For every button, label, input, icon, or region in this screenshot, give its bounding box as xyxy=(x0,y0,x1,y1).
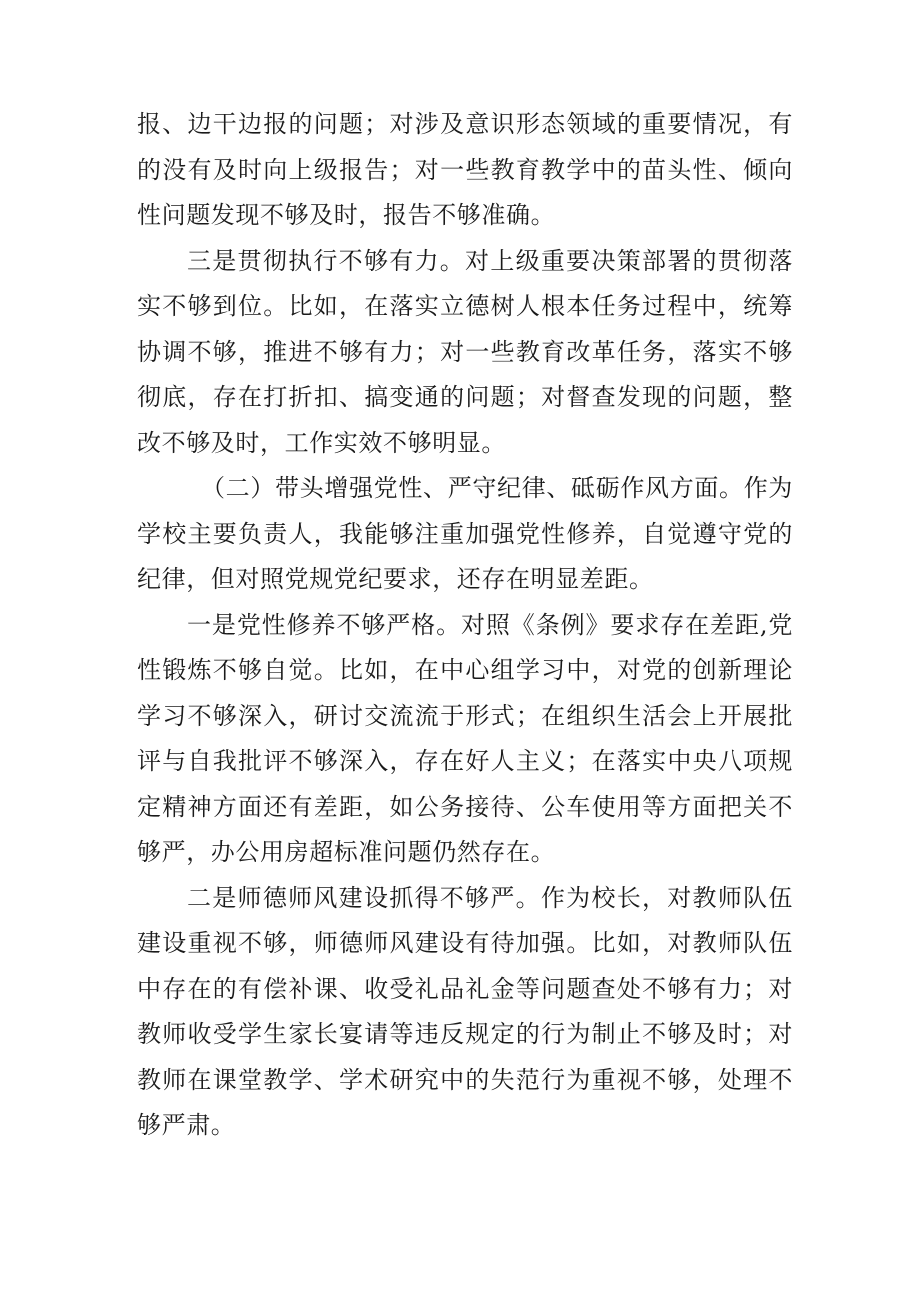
paragraph-one-party-spirit: 一是党性修养不够严格。对照《条例》要求存在差距,党性锻炼不够自觉。比如，在中心组学习中，对党的创新理论学习不够深入，研讨交流流于形式；在组织生活会上开展批评与自我批评不够深入，存在好人主义；在落实中央八项规定精神方面还有差距，如公务接待、公车使用等方面把关不够严，办公用房超标准问题仍然存在。 xyxy=(137,610,793,866)
paragraph-two-teacher-ethics: 二是师德师风建设抓得不够严。作为校长，对教师队伍建设重视不够，师德师风建设有待加强。比如，对教师队伍中存在的有偿补课、收受礼品礼金等问题查处不够有力；对教师收受学生家长宴请等违反规定的行为制止不够及时；对教师在课堂教学、学术研究中的失范行为重视不够，处理不够严肃。 xyxy=(137,883,793,1139)
paragraph-continuation: 报、边干边报的问题；对涉及意识形态领域的重要情况，有的没有及时向上级报告；对一些教育教学中的苗头性、倾向性问题发现不够及时，报告不够准确。 xyxy=(137,110,793,229)
document-body xyxy=(137,102,793,1149)
paragraph-three-execution: 三是贯彻执行不够有力。对上级重要决策部署的贯彻落实不够到位。比如，在落实立德树人根本任务过程中，统筹协调不够，推进不够有力；对一些教育改革任务，落实不够彻底，存在打折扣、搞变通的问题；对督查发现的问题，整改不够及时，工作实效不够明显。 xyxy=(137,246,793,457)
section-heading-two: （二）带头增强党性、严守纪律、砥砺作风方面。作为学校主要负责人，我能够注重加强党性修养，自觉遵守党的纪律，但对照党规党纪要求，还存在明显差距。 xyxy=(137,474,793,593)
